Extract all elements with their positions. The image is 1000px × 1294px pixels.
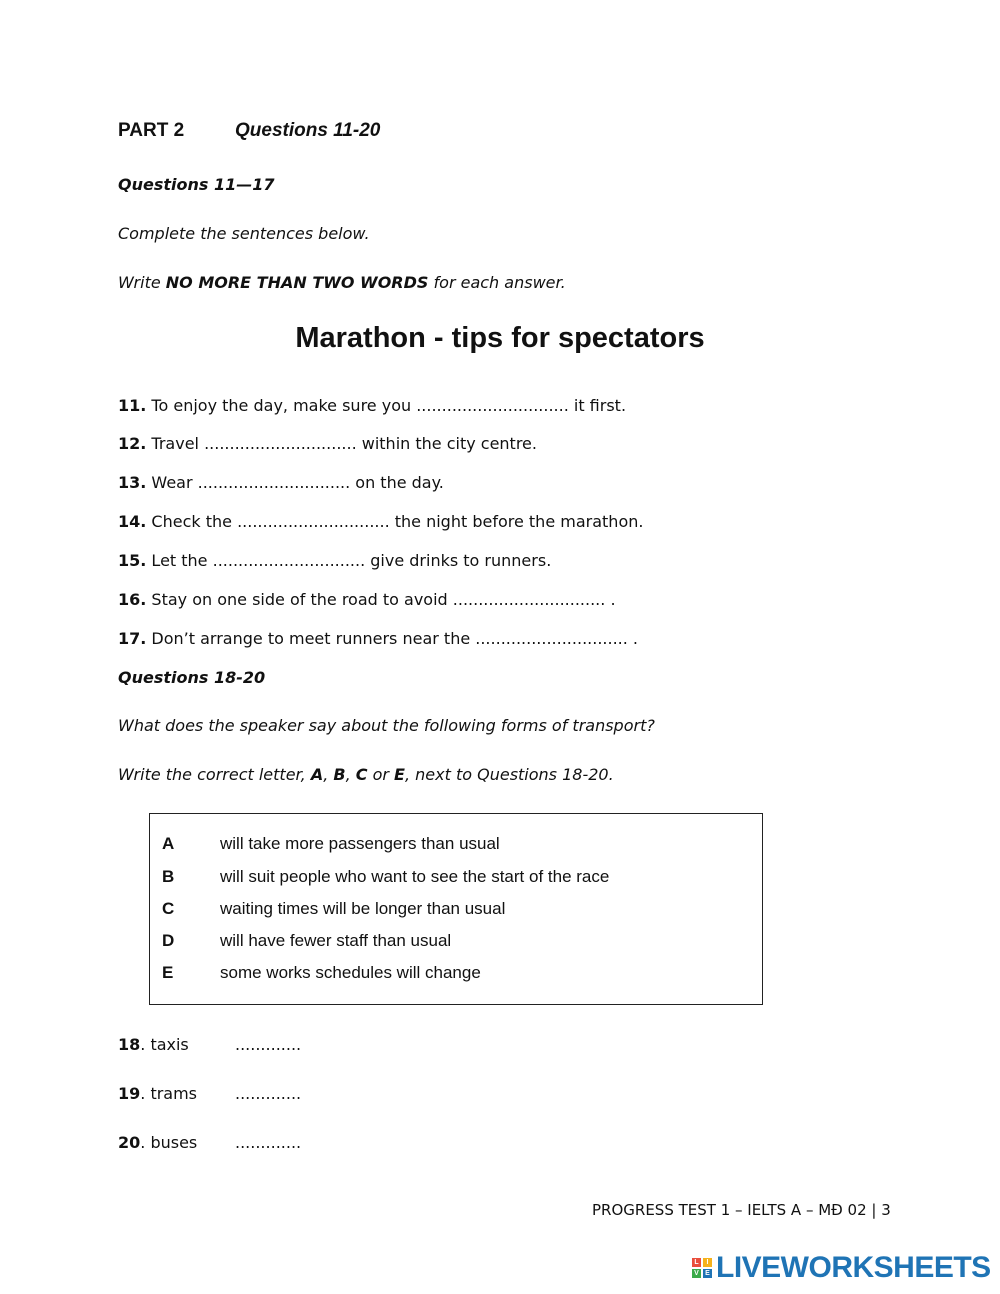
instruction-text: Write the correct letter, (118, 765, 311, 784)
section1-heading: Questions 11—17 (118, 175, 275, 194)
logo-cell: E (703, 1269, 712, 1278)
option-text: will take more passengers than usual (220, 834, 500, 853)
answer-blank-18[interactable]: ............. (235, 1035, 302, 1054)
question-number: 15. (118, 551, 147, 570)
instruction-write: Write (118, 273, 166, 292)
transport-label: . buses (140, 1133, 198, 1152)
transport-label: . taxis (140, 1035, 189, 1054)
logo-mark-icon (692, 1258, 712, 1278)
letter-b: B (333, 765, 346, 784)
page-footer: PROGRESS TEST 1 – IELTS A – MĐ 02 | 3 (592, 1201, 891, 1219)
option-letter: A (162, 834, 175, 853)
question-number: 12. (118, 434, 147, 453)
option-text: waiting times will be longer than usual (220, 899, 506, 918)
sentence-text: Check the .............................. the night before the marathon. (146, 512, 644, 531)
answer-label-20 (118, 1133, 197, 1152)
option-letter: B (162, 867, 175, 886)
sentence-item[interactable] (118, 512, 643, 531)
section1-instruction-complete: Complete the sentences below. (118, 224, 370, 243)
logo-cell: L (692, 1258, 701, 1267)
instruction-each-answer: for each answer. (428, 273, 566, 292)
instruction-text: , next to Questions 18-20. (404, 765, 614, 784)
sentence-text: To enjoy the day, make sure you .............................. it first. (146, 396, 627, 415)
transport-label: . trams (140, 1084, 198, 1103)
question-number: 13. (118, 473, 147, 492)
answer-label-19 (118, 1084, 197, 1103)
question-number: 17. (118, 629, 147, 648)
option-letter: E (162, 963, 174, 982)
sentence-item[interactable] (118, 551, 551, 570)
question-number: 20 (118, 1133, 141, 1152)
liveworksheets-logo[interactable] (692, 1250, 991, 1286)
question-number: 14. (118, 512, 147, 531)
sentence-item[interactable] (118, 629, 638, 648)
letter-a: A (310, 765, 324, 784)
separator: , (345, 765, 356, 784)
option-text: some works schedules will change (220, 963, 481, 982)
separator: , (323, 765, 334, 784)
question-number: 18 (118, 1035, 141, 1054)
section2-instruction-letters (118, 765, 614, 784)
sentence-text: Travel .............................. within the city centre. (146, 434, 537, 453)
option-text: will suit people who want to see the start of the race (220, 867, 610, 886)
answer-label-18 (118, 1035, 189, 1054)
separator: or (367, 765, 395, 784)
letter-e: E (394, 765, 405, 784)
sentence-item[interactable] (118, 590, 616, 609)
answer-blank-19[interactable]: ............. (235, 1084, 302, 1103)
part-questions-range: Questions 11-20 (235, 120, 381, 141)
sentence-item[interactable] (118, 473, 444, 492)
options-box (149, 813, 763, 1005)
option-letter: C (162, 899, 175, 918)
question-number: 19 (118, 1084, 141, 1103)
section2-instruction-question: What does the speaker say about the following forms of transport? (118, 716, 655, 735)
sentence-text: Wear .............................. on the day. (146, 473, 444, 492)
option-text: will have fewer staff than usual (220, 931, 452, 950)
logo-text: LIVEWORKSHEETS (716, 1251, 991, 1284)
answer-blank-20[interactable]: ............. (235, 1133, 302, 1152)
sentence-text: Let the .............................. give drinks to runners. (146, 551, 552, 570)
letter-c: C (355, 765, 368, 784)
section1-instruction-word-limit (118, 273, 566, 292)
logo-cell: I (703, 1258, 712, 1267)
part-label: PART 2 (118, 120, 185, 141)
option-letter: D (162, 931, 175, 950)
sentence-text: Don’t arrange to meet runners near the .............................. . (146, 629, 639, 648)
page-title: Marathon - tips for spectators (295, 322, 705, 354)
sentence-item[interactable] (118, 396, 626, 415)
sentence-text: Stay on one side of the road to avoid .............................. . (146, 590, 616, 609)
question-number: 16. (118, 590, 147, 609)
instruction-word-limit-bold: NO MORE THAN TWO WORDS (165, 273, 429, 292)
sentence-item[interactable] (118, 434, 537, 453)
logo-cell: V (692, 1269, 701, 1278)
section2-heading: Questions 18-20 (118, 668, 266, 687)
question-number: 11. (118, 396, 147, 415)
